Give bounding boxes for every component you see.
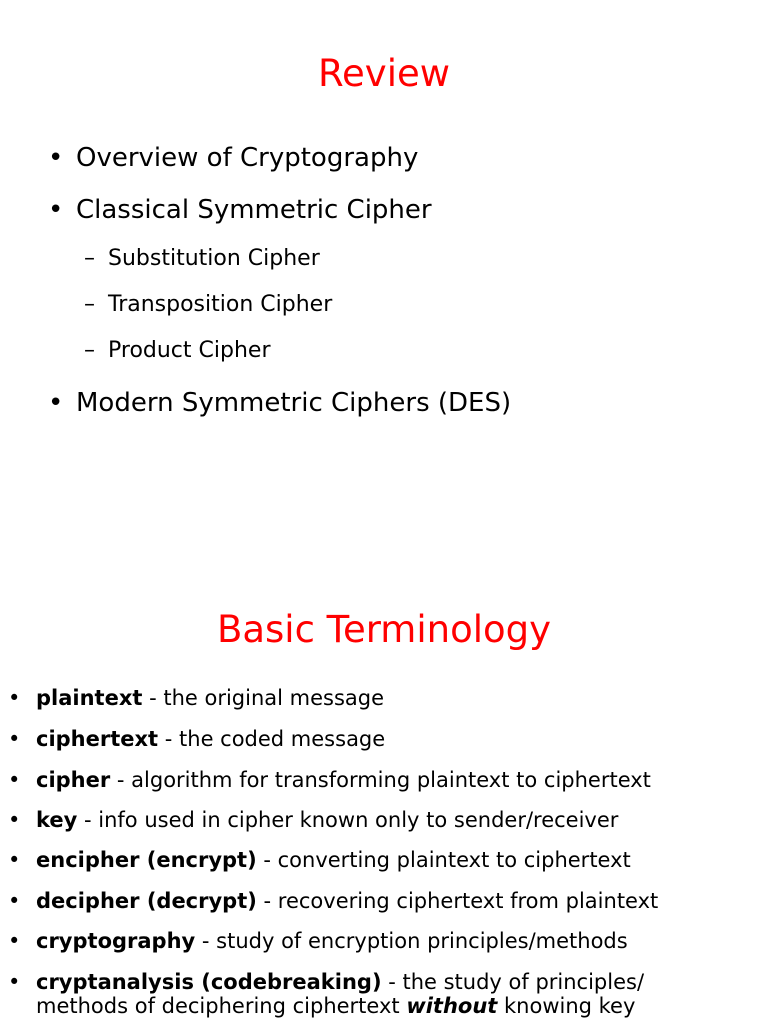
- review-item-overview: [48, 142, 418, 174]
- term-name: cipher: [36, 768, 111, 792]
- review-subitem-label: Product Cipher: [108, 338, 271, 363]
- term-name: cryptanalysis (codebreaking): [36, 970, 382, 994]
- dash-icon: –: [84, 246, 95, 271]
- review-subitem-label: Substitution Cipher: [108, 246, 320, 271]
- term-item: [8, 929, 628, 953]
- term-name: encipher (encrypt): [36, 848, 257, 872]
- bullet-icon: •: [8, 808, 21, 832]
- review-item-label: Overview of Cryptography: [76, 143, 419, 173]
- review-title: Review: [317, 52, 450, 95]
- term-item: [8, 768, 651, 792]
- review-subitem-product: [84, 337, 271, 365]
- bullet-icon: •: [48, 195, 64, 225]
- bullet-icon: •: [48, 388, 64, 418]
- review-item-label: Classical Symmetric Cipher: [76, 195, 432, 225]
- term-name: plaintext: [36, 686, 143, 710]
- term-item: [8, 686, 384, 710]
- dash-icon: –: [84, 338, 95, 363]
- term-item: [8, 970, 645, 1018]
- continuation-emphasis: without: [406, 994, 498, 1018]
- term-name: decipher (decrypt): [36, 889, 257, 913]
- bullet-icon: •: [8, 970, 21, 994]
- term-item: [8, 889, 658, 913]
- term-name: ciphertext: [36, 727, 159, 751]
- dash-icon: –: [84, 292, 95, 317]
- term-definition: - info used in cipher known only to sender/receiver: [77, 808, 619, 832]
- review-item-label: Modern Symmetric Ciphers (DES): [76, 388, 512, 418]
- term-definition: - the coded message: [158, 727, 386, 751]
- term-definition: - the original message: [142, 686, 385, 710]
- bullet-icon: •: [8, 848, 21, 872]
- bullet-icon: •: [8, 929, 21, 953]
- term-definition: - algorithm for transforming plaintext to ciphertext: [110, 768, 651, 792]
- term-name: cryptography: [36, 929, 196, 953]
- term-item: [8, 848, 631, 872]
- terminology-slide: [0, 512, 768, 1024]
- bullet-icon: •: [8, 889, 21, 913]
- bullet-icon: •: [8, 727, 21, 751]
- terminology-title: Basic Terminology: [216, 608, 552, 651]
- term-item: [8, 727, 385, 751]
- term-name: key: [36, 808, 78, 832]
- bullet-icon: •: [48, 143, 64, 173]
- term-definition: - the study of principles/: [381, 970, 645, 994]
- continuation-before: methods of deciphering ciphertext: [36, 994, 407, 1018]
- review-subitem-transposition: [84, 291, 332, 319]
- review-item-classical: [48, 194, 432, 226]
- continuation-after: knowing key: [497, 994, 636, 1018]
- term-definition-continuation: [36, 994, 635, 1018]
- term-definition: - study of encryption principles/methods: [195, 929, 628, 953]
- review-subitem-label: Transposition Cipher: [108, 292, 333, 317]
- term-definition: - recovering ciphertext from plaintext: [256, 889, 659, 913]
- term-item: [8, 808, 618, 832]
- review-item-modern: [48, 387, 511, 419]
- review-subitem-substitution: [84, 245, 320, 273]
- bullet-icon: •: [8, 768, 21, 792]
- term-definition: - converting plaintext to ciphertext: [256, 848, 631, 872]
- bullet-icon: •: [8, 686, 21, 710]
